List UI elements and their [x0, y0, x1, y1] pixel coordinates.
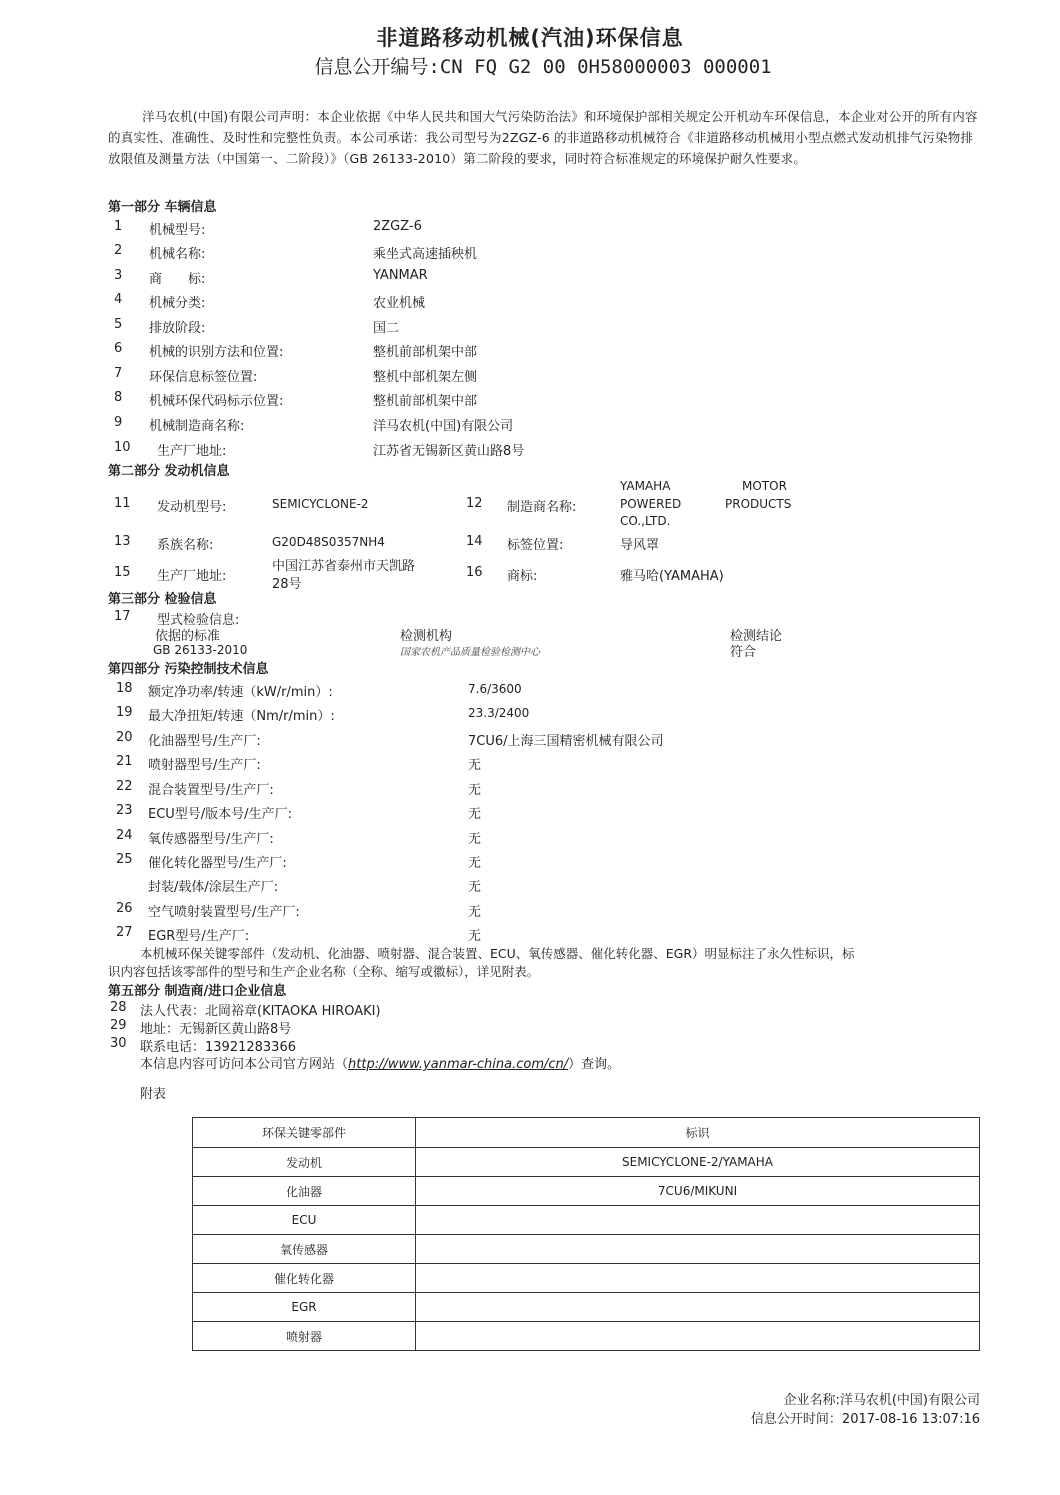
table-row — [193, 1235, 980, 1264]
row-number: 17 — [114, 609, 131, 624]
field-label: 机械型号: — [149, 223, 206, 238]
field-label: 封装/载体/涂层生产厂: — [148, 880, 279, 895]
component-id: 7CU6/MIKUNI — [416, 1177, 980, 1206]
field-label: 空气喷射装置型号/生产厂: — [148, 905, 300, 920]
components-note: 识内容包括该零部件的型号和生产企业名称（全称、缩写或徽标），详见附表。 — [108, 964, 540, 979]
row-number: 12 — [466, 496, 483, 511]
column-header-standard: 依据的标准 — [155, 629, 221, 644]
part4-title: 第四部分 污染控制技术信息 — [108, 662, 269, 677]
row-number: 14 — [466, 534, 483, 549]
field-label: 标签位置: — [507, 538, 564, 553]
component-name: EGR — [193, 1293, 416, 1322]
row-number: 26 — [116, 901, 133, 916]
footer-time: 信息公开时间：2017-08-16 13:07:16 — [750, 1412, 980, 1427]
part2-title: 第二部分 发动机信息 — [108, 464, 230, 479]
field-value: 无 — [468, 929, 482, 944]
company-address: 地址：无锡新区黄山路8号 — [140, 1022, 292, 1037]
row-number: 1 — [114, 219, 123, 234]
field-label: 型式检验信息: — [157, 613, 240, 628]
field-value: 中国江苏省泰州市天凯路 — [272, 559, 416, 574]
row-number: 28 — [110, 1000, 127, 1015]
component-id — [416, 1235, 980, 1264]
component-name: 喷射器 — [193, 1322, 416, 1351]
field-value: 2ZGZ-6 — [373, 219, 422, 234]
field-label: 催化转化器型号/生产厂: — [148, 856, 287, 871]
row-number: 24 — [116, 828, 133, 843]
row-number: 4 — [114, 292, 123, 307]
row-number: 18 — [116, 681, 133, 696]
component-name: 氧传感器 — [193, 1235, 416, 1264]
row-number: 27 — [116, 925, 133, 940]
field-value: 23.3/2400 — [468, 706, 530, 720]
table-row — [193, 1293, 980, 1322]
component-id — [416, 1206, 980, 1235]
field-value: 28号 — [272, 577, 302, 592]
table-row — [193, 1148, 980, 1177]
field-value: SEMICYCLONE-2 — [272, 497, 369, 511]
field-label: 机械的识别方法和位置: — [149, 345, 284, 360]
table-row — [193, 1177, 980, 1206]
row-number: 25 — [116, 852, 133, 867]
column-header-id: 标识 — [416, 1118, 980, 1148]
field-label: 制造商名称: — [507, 500, 577, 515]
row-number: 6 — [114, 341, 123, 356]
part5-title: 第五部分 制造商/进口企业信息 — [108, 984, 287, 999]
row-number: 21 — [116, 754, 133, 769]
component-name: 发动机 — [193, 1148, 416, 1177]
column-header-lab: 检测机构 — [400, 629, 453, 644]
component-id — [416, 1293, 980, 1322]
field-label: EGR型号/生产厂: — [148, 929, 250, 944]
lab-value: 国家农机产品质量检验检测中心 — [400, 647, 540, 658]
row-number: 9 — [114, 415, 123, 430]
declaration-paragraph: 洋马农机(中国)有限公司声明：本企业依据《中华人民共和国大气污染防治法》和环境保护部相关规定公开机动车环保信息，本企业对公开的所有内容的真实性、准确性、及时性和完整性负责。本公司承诺：我公司型号为2ZGZ-6 的非道路移动机械符合《非道路移动机械用小型点燃式发动机排气污染物排放限值及测量方法（中国第一、二阶段）》（GB 26133-2010）第二阶段的要求，同时符合标准规定的环境保护耐久性要求。 — [108, 109, 978, 166]
field-label: 混合装置型号/生产厂: — [148, 783, 274, 798]
component-name: 化油器 — [193, 1177, 416, 1206]
field-label: 系族名称: — [157, 538, 214, 553]
field-value: 无 — [468, 832, 482, 847]
table-row — [193, 1322, 980, 1351]
field-label: 机械制造商名称: — [149, 419, 245, 434]
row-number: 15 — [114, 565, 131, 580]
row-number: 8 — [114, 390, 123, 405]
field-value: 雅马哈(YAMAHA) — [620, 569, 724, 584]
legal-representative: 法人代表：北岡裕章(KITAOKA HIROAKI) — [140, 1004, 381, 1019]
row-number: 30 — [110, 1036, 127, 1051]
field-label: 氧传感器型号/生产厂: — [148, 832, 274, 847]
field-value: 整机中部机架左侧 — [373, 370, 478, 385]
row-number: 11 — [114, 496, 131, 511]
field-label: 生产厂地址: — [157, 444, 227, 459]
component-name: 催化转化器 — [193, 1264, 416, 1293]
row-number: 3 — [114, 268, 123, 283]
field-label: 商 标: — [149, 272, 206, 287]
field-value: G20D48S0357NH4 — [272, 535, 385, 549]
field-label: 机械分类: — [149, 296, 206, 311]
part1-title: 第一部分 车辆信息 — [108, 200, 217, 215]
field-label: 生产厂地址: — [157, 569, 227, 584]
field-value: YAMAHA — [620, 479, 671, 493]
component-name: ECU — [193, 1206, 416, 1235]
row-number: 16 — [466, 565, 483, 580]
column-header-part: 环保关键零部件 — [193, 1118, 416, 1148]
column-header-result: 检测结论 — [730, 629, 783, 644]
row-number: 22 — [116, 779, 133, 794]
website-line — [140, 1053, 620, 1072]
components-note: 本机械环保关键零部件（发动机、化油器、喷射器、混合装置、ECU、氧传感器、催化转化器、EGR）明显标注了永久性标识，标 — [140, 946, 855, 961]
row-number: 23 — [116, 803, 133, 818]
row-number: 2 — [114, 243, 123, 258]
row-number: 29 — [110, 1018, 127, 1033]
field-value: 洋马农机(中国)有限公司 — [373, 419, 514, 434]
table-header-row — [193, 1118, 980, 1148]
row-number: 13 — [114, 534, 131, 549]
field-value: 7CU6/上海三国精密机械有限公司 — [468, 734, 664, 749]
field-value: 无 — [468, 783, 482, 798]
part3-title: 第三部分 检验信息 — [108, 592, 217, 607]
field-value: 整机前部机架中部 — [373, 345, 478, 360]
field-label: 环保信息标签位置: — [149, 370, 258, 385]
field-value: 7.6/3600 — [468, 682, 522, 696]
field-value: 无 — [468, 758, 482, 773]
component-id — [416, 1322, 980, 1351]
field-value: 整机前部机架中部 — [373, 394, 478, 409]
row-number: 20 — [116, 730, 133, 745]
field-label: 机械环保代码标示位置: — [149, 394, 284, 409]
field-label: 喷射器型号/生产厂: — [148, 758, 261, 773]
component-id — [416, 1264, 980, 1293]
row-number: 5 — [114, 317, 123, 332]
page-title: 非道路移动机械(汽油)环保信息 — [376, 26, 684, 50]
field-value: 无 — [468, 856, 482, 871]
field-label: 额定净功率/转速（kW/r/min）: — [148, 685, 333, 700]
appendix-table — [192, 1117, 980, 1351]
field-value: 乘坐式高速插秧机 — [373, 247, 478, 262]
standard-value: GB 26133-2010 — [153, 643, 248, 657]
website-suffix: ）查询。 — [568, 1057, 621, 1072]
field-value: CO.,LTD. — [620, 514, 671, 528]
contact-phone: 联系电话：13921283366 — [140, 1040, 296, 1055]
component-id: SEMICYCLONE-2/YAMAHA — [416, 1148, 980, 1177]
table-row — [193, 1206, 980, 1235]
field-value: YANMAR — [373, 268, 428, 283]
field-label: ECU型号/版本号/生产厂: — [148, 807, 292, 822]
appendix-label: 附表 — [140, 1087, 167, 1102]
field-label: 排放阶段: — [149, 321, 206, 336]
field-value: 无 — [468, 807, 482, 822]
field-value: 农业机械 — [373, 296, 426, 311]
field-value: MOTOR — [742, 479, 787, 493]
row-number: 19 — [116, 705, 133, 720]
row-number: 7 — [114, 366, 123, 381]
footer-company: 企业名称:洋马农机(中国)有限公司 — [783, 1393, 980, 1408]
field-label: 最大净扭矩/转速（Nm/r/min）: — [148, 709, 335, 724]
row-number: 10 — [114, 440, 131, 455]
field-label: 机械名称: — [149, 247, 206, 262]
field-value: PRODUCTS — [725, 497, 792, 511]
field-value: 国二 — [373, 321, 400, 336]
table-row — [193, 1264, 980, 1293]
website-prefix: 本信息内容可访问本公司官方网站（ — [140, 1057, 349, 1072]
field-label: 化油器型号/生产厂: — [148, 734, 261, 749]
field-value: 导风罩 — [620, 538, 660, 553]
result-value: 符合 — [730, 645, 757, 660]
field-label: 发动机型号: — [157, 500, 227, 515]
field-value: 江苏省无锡新区黄山路8号 — [373, 444, 525, 459]
info-number: 信息公开编号:CN FQ G2 00 0H58000003 000001 — [314, 56, 772, 78]
field-value: 无 — [468, 880, 482, 895]
field-label: 商标: — [507, 569, 538, 584]
website-link[interactable]: http://www.yanmar-china.com/cn/ — [348, 1057, 569, 1072]
field-value: 无 — [468, 905, 482, 920]
field-value: POWERED — [620, 497, 682, 511]
